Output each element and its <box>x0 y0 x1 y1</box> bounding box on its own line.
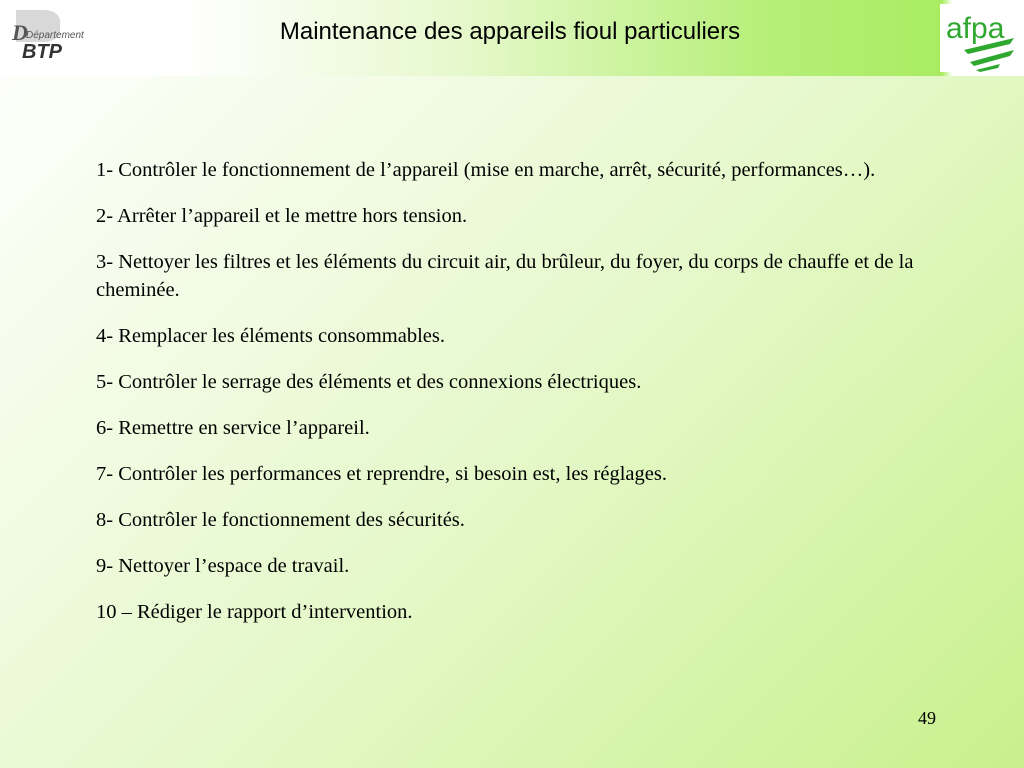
list-item: 6- Remettre en service l’appareil. <box>96 417 370 439</box>
logo-left-line1: Département <box>26 30 84 41</box>
list-item: 7- Contrôler les performances et reprendre, si besoin est, les réglages. <box>96 463 667 485</box>
slide-header <box>0 0 1024 76</box>
list-item: 1- Contrôler le fonctionnement de l’appareil (mise en marche, arrêt, sécurité, performances…). <box>96 159 876 181</box>
list-item: 9- Nettoyer l’espace de travail. <box>96 555 350 577</box>
page-number: 49 <box>918 708 936 728</box>
logo-left-line2: BTP <box>22 41 62 63</box>
list-item: 3- Nettoyer les filtres et les éléments du circuit air, du brûleur, du foyer, du corps de chauffe et de la cheminée. <box>96 251 914 301</box>
content-list <box>96 156 936 644</box>
list-item: 2- Arrêter l’appareil et le mettre hors tension. <box>96 205 468 227</box>
list-item: 8- Contrôler le fonctionnement des sécurités. <box>96 509 465 531</box>
list-item: 10 – Rédiger le rapport d’intervention. <box>96 601 413 623</box>
list-item: 4- Remplacer les éléments consommables. <box>96 325 445 347</box>
logo-right-text: afpa <box>946 12 1005 45</box>
departement-btp-logo <box>6 6 86 70</box>
afpa-logo <box>940 4 1020 72</box>
svg-text:D: D <box>12 20 28 45</box>
list-item: 5- Contrôler le serrage des éléments et des connexions électriques. <box>96 371 642 393</box>
page-title: Maintenance des appareils fioul particuliers <box>279 18 741 45</box>
